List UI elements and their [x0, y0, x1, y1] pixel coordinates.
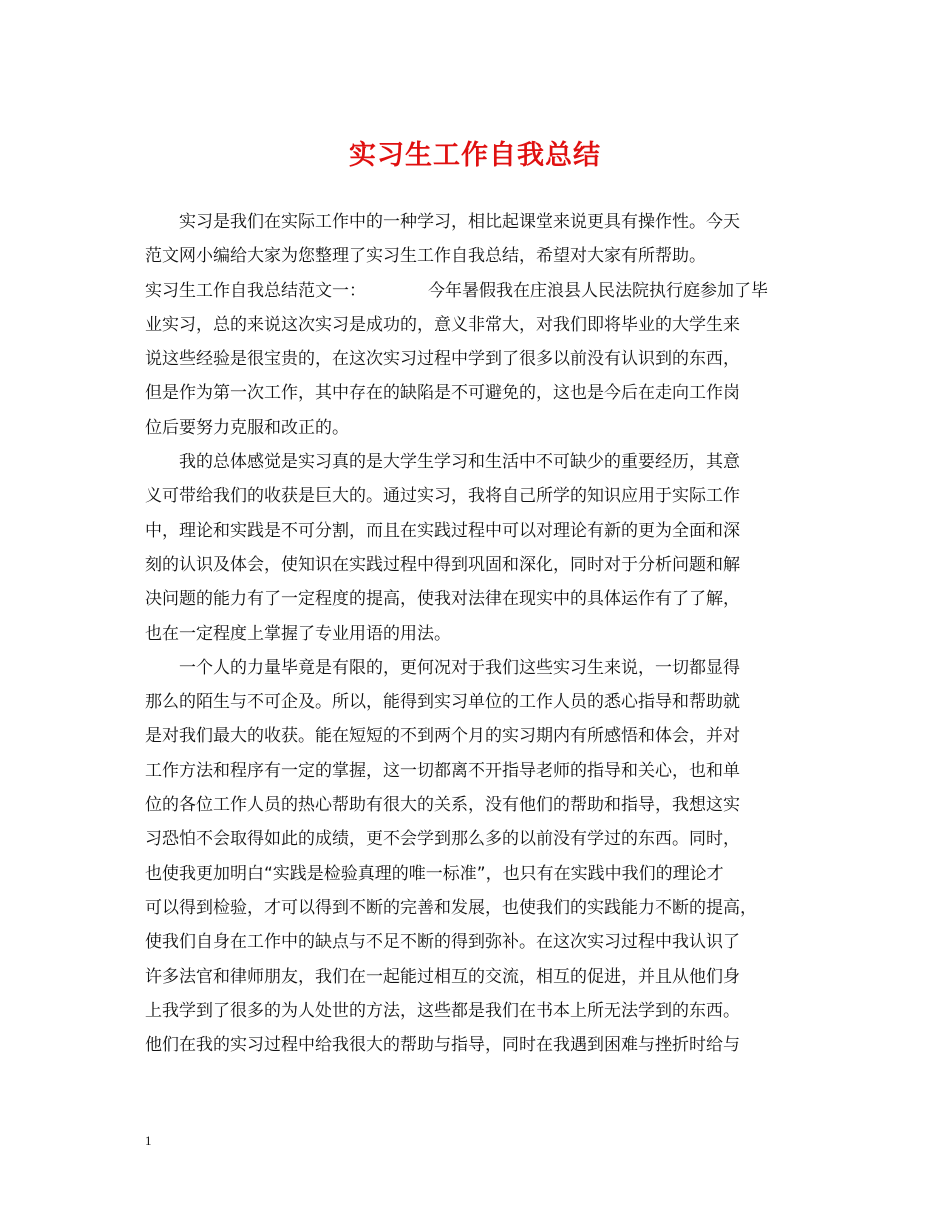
- text-line: 那么的陌生与不可企及。所以，能得到实习单位的工作人员的悉心指导和帮助就: [145, 692, 740, 713]
- text-line: 他们在我的实习过程中给我很大的帮助与指导，同时在我遇到困难与挫折时给与: [145, 1035, 740, 1056]
- text-line: 也在一定程度上掌握了专业用语的用法。: [145, 623, 451, 644]
- document-title: 实习生工作自我总结: [349, 140, 601, 171]
- text-line: 说这些经验是很宝贵的，在这次实习过程中学到了很多以前没有认识到的东西，: [145, 349, 740, 370]
- text-line: 范文网小编给大家为您整理了实习生工作自我总结，希望对大家有所帮助。: [145, 246, 706, 267]
- text-line: 但是作为第一次工作，其中存在的缺陷是不可避免的，这也是今后在走向工作岗: [145, 383, 740, 404]
- text-line: 上我学到了很多的为人处世的方法，这些都是我们在书本上所无法学到的东西。: [145, 1000, 740, 1021]
- text-line: 工作方法和程序有一定的掌握，这一切都离不开指导老师的指导和关心，也和单: [145, 760, 740, 781]
- text-line: 也使我更加明白“实践是检验真理的唯一标准”，也只有在实践中我们的理论才: [145, 863, 724, 884]
- text-line: 义可带给我们的收获是巨大的。通过实习，我将自己所学的知识应用于实际工作: [145, 486, 740, 507]
- text-line: 决问题的能力有了一定程度的提高，使我对法律在现实中的具体运作有了了解，: [145, 589, 740, 610]
- text-line-with-heading: [145, 274, 805, 308]
- text-line: 许多法官和律师朋友，我们在一起能过相互的交流，相互的促进，并且从他们身: [145, 966, 740, 987]
- text-line: 一个人的力量毕竟是有限的，更何况对于我们这些实习生来说，一切都显得: [179, 657, 740, 678]
- text-line-segment: 今年暑假我在庄浪县人民法院执行庭参加了毕: [428, 280, 768, 301]
- text-line: 位的各位工作人员的热心帮助有很大的关系，没有他们的帮助和指导，我想这实: [145, 795, 740, 816]
- section-heading: 实习生工作自我总结范文一：: [145, 280, 366, 301]
- text-line: 刻的认识及体会，使知识在实践过程中得到巩固和深化，同时对于分析问题和解: [145, 554, 740, 575]
- text-line: 使我们自身在工作中的缺点与不足不断的得到弥补。在这次实习过程中我认识了: [145, 932, 740, 953]
- text-line: 中，理论和实践是不可分割，而且在实践过程中可以对理论有新的更为全面和深: [145, 520, 740, 541]
- document-body: [145, 205, 805, 1062]
- text-line: 习恐怕不会取得如此的成绩，更不会学到那么多的以前没有学过的东西。同时，: [145, 829, 740, 850]
- text-line: 实习是我们在实际工作中的一种学习，相比起课堂来说更具有操作性。今天: [179, 212, 740, 232]
- text-line: 可以得到检验，才可以得到不断的完善和发展，也使我们的实践能力不断的提高，: [145, 897, 757, 918]
- text-line: 我的总体感觉是实习真的是大学生学习和生活中不可缺少的重要经历，其意: [179, 452, 740, 473]
- page-number: 1: [145, 1133, 152, 1148]
- text-line: 位后要努力克服和改正的。: [145, 417, 349, 438]
- text-line: 业实习，总的来说这次实习是成功的，意义非常大，对我们即将毕业的大学生来: [145, 314, 740, 335]
- text-line: 是对我们最大的收获。能在短短的不到两个月的实习期内有所感悟和体会，并对: [145, 726, 740, 747]
